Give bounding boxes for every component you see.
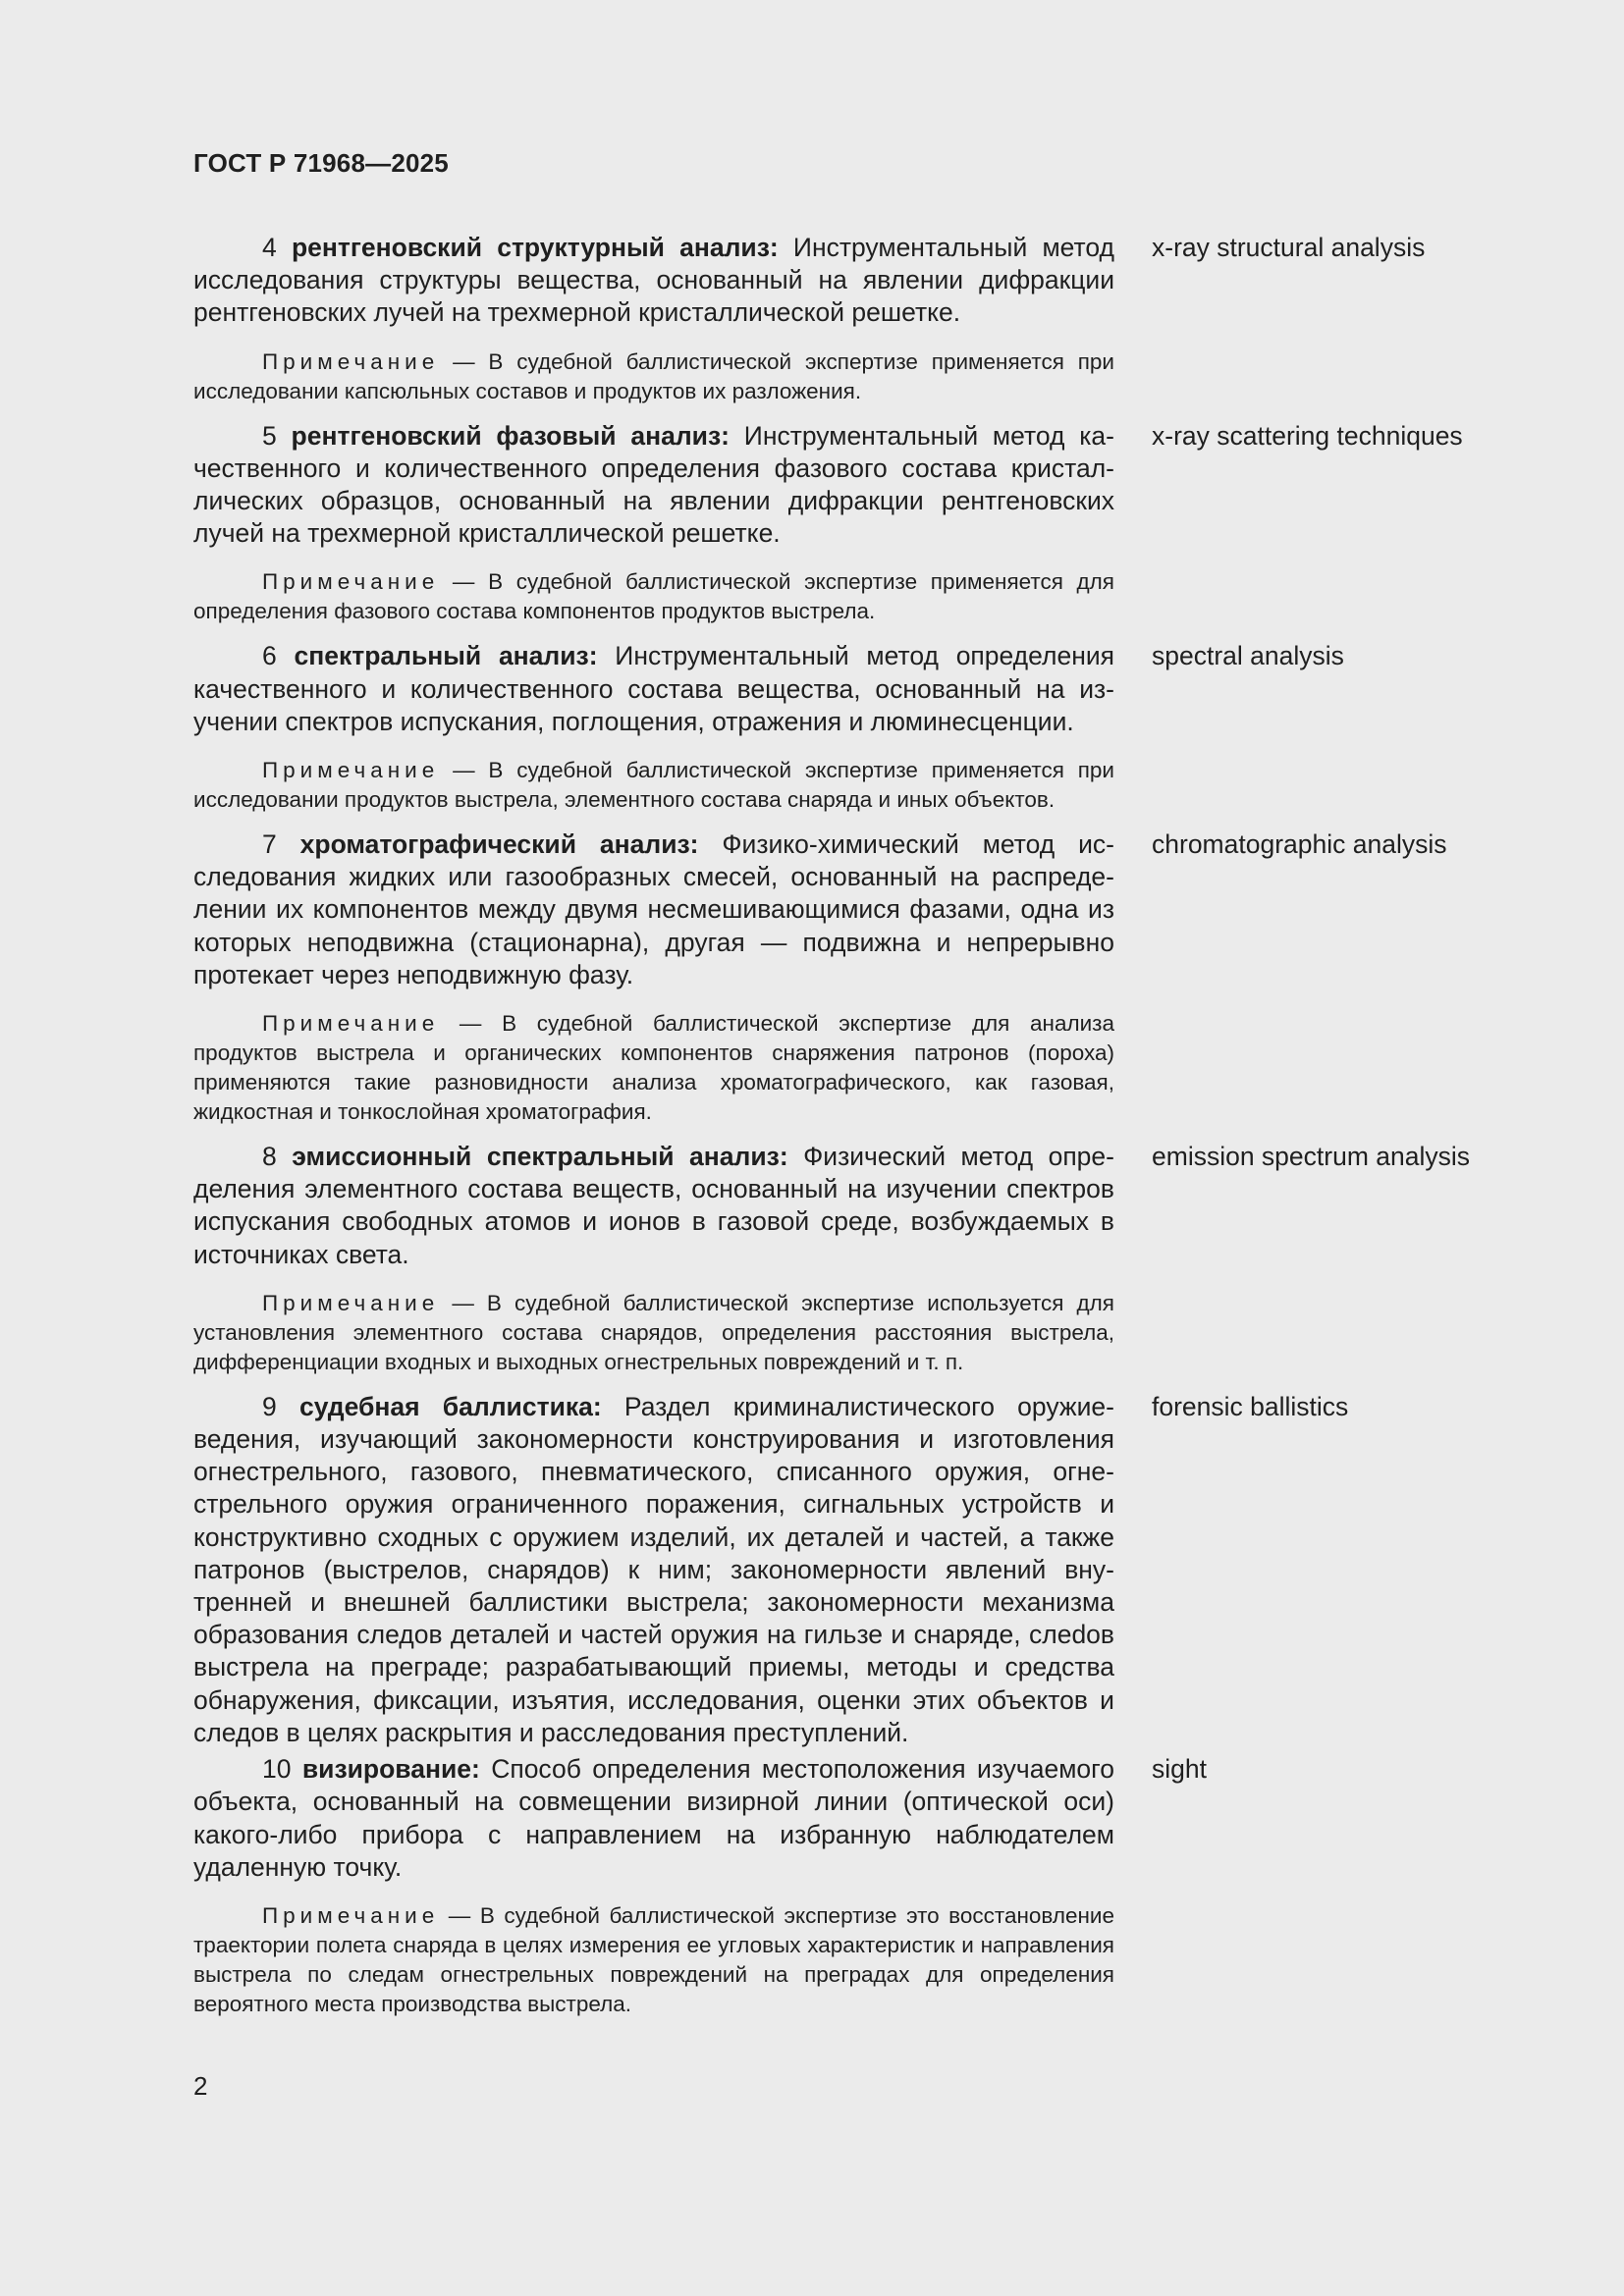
note-label: Примечание (262, 1011, 440, 1037)
term-english-equivalent: forensic ballistics (1152, 1391, 1349, 1421)
term-number: 8 (262, 1142, 277, 1172)
term-name: визирование: (301, 1754, 480, 1785)
document-header: ГОСТ Р 71968—2025 (193, 148, 449, 178)
term-entry (193, 232, 1509, 406)
term-definition-paragraph (193, 1753, 1114, 1884)
term-english-equivalent: x-ray scattering techniques (1152, 420, 1463, 451)
term-english-equivalent: chromatographic analysis (1152, 829, 1447, 860)
terms-list (193, 232, 1509, 2019)
note-label: Примечание (262, 348, 440, 374)
term-english-equivalent: sight (1152, 1754, 1207, 1785)
term-number: 4 (262, 233, 277, 262)
note-text: — В судебной баллистической экспертизе применяется для определения фазового состава компонентов продуктов выстрела. (193, 569, 1114, 624)
note-label: Примечание (262, 1290, 440, 1315)
term-name: хроматографический анализ: (299, 829, 699, 860)
term-entry (193, 640, 1509, 815)
term-entry (193, 420, 1509, 627)
note-label: Примечание (262, 758, 440, 783)
term-definition: Инструментальный метод определения качественного и количественного состава вещества, основанный на изучении спектров испускания, поглощения, отражения и люминесценции. (193, 641, 1114, 736)
page-number: 2 (193, 2071, 208, 2101)
term-entry (193, 1391, 1509, 1749)
note-label: Примечание (262, 569, 440, 595)
term-definition-paragraph (193, 232, 1114, 330)
term-definition-paragraph (193, 1391, 1114, 1749)
note-text: — В судебной баллистической экспертизе для анализа продуктов выстрела и органических компонентов снаряжения патронов (пороха) применяются такие разновидности анализа хроматографического, как газовая, жидкостная и тонкослойная хроматография. (193, 1011, 1114, 1125)
term-english-equivalent: spectral analysis (1152, 641, 1344, 671)
term-definition: Инструментальный метод качественного и количественного определения фазового состава кристаллических образцов, основанный на явлении дифракции рентгеновских лучей на трехмерной кристаллической решетке. (193, 420, 1114, 549)
term-number: 9 (262, 1391, 277, 1421)
term-definition-paragraph (193, 1141, 1114, 1271)
term-name: спектральный анализ: (294, 641, 598, 671)
term-definition: Инструментальный метод исследования структуры вещества, основанный на явлении дифракции рентгеновских лучей на трехмерной кристаллической решетке. (193, 233, 1114, 328)
term-note (193, 1009, 1114, 1127)
note-text: — В судебной баллистической экспертизе это восстановление траектории полета снаряда в целях измерения ее угловых характеристик и направления выстрела по следам огнестрельных повреждений на преградах для определения вероятного места производства выстрела. (193, 1902, 1114, 2016)
term-definition-paragraph (193, 420, 1114, 551)
term-name: рентгеновский структурный анализ: (291, 233, 779, 262)
term-name: эмиссионный спектральный анализ: (292, 1142, 788, 1172)
note-text: — В судебной баллистической экспертизе используется для установления элементного состава снарядов, определения расстояния выстрела, дифференциации входных и выходных огнестрельных повреждений и т. п. (193, 1290, 1114, 1374)
term-definition-paragraph (193, 640, 1114, 738)
term-english-equivalent: emission spectrum analysis (1152, 1142, 1471, 1172)
term-definition: Физико-химический метод исследования жидких или газообразных смесей, основанный на распределении их компонентов между двумя несмешивающимися фазами, одна из которых неподвижна (стационарна), другая — подвижна и непрерывно протекает через неподвижную фазу. (193, 829, 1114, 989)
term-definition: Способ определения местоположения изучаемого объекта, основанный на совмещении визирной линии (оптической оси) какого-либо прибора с направлением на избранную наблюдателем удаленную точку. (193, 1754, 1114, 1882)
term-number: 6 (262, 641, 277, 671)
term-entry (193, 828, 1509, 1127)
term-number: 7 (262, 829, 277, 860)
note-text: — В судебной баллистической экспертизе применяется при исследовании капсюльных составов и продуктов их разложения. (193, 348, 1114, 403)
term-definition-paragraph (193, 828, 1114, 991)
term-name: рентгеновский фазовый анализ: (291, 420, 730, 451)
term-definition: Физический метод определения элементного состава веществ, основанный на изучении спектров испускания свободных атомов и ионов в газовой среде, возбуждаемых в источниках света. (193, 1142, 1114, 1269)
term-entry (193, 1753, 1509, 2019)
term-note (193, 1901, 1114, 2019)
term-english-equivalent: x-ray structural analysis (1152, 233, 1426, 262)
term-note (193, 347, 1114, 406)
term-note (193, 756, 1114, 815)
term-number: 5 (262, 420, 277, 451)
term-note (193, 567, 1114, 626)
term-note (193, 1289, 1114, 1377)
term-name: судебная баллистика: (298, 1391, 602, 1421)
term-entry (193, 1141, 1509, 1377)
term-definition: Раздел криминалистического оружиеведения, изучающий закономерности конструирования и изготовления огнестрельного, газового, пневматического, списанного оружия, огнестрельного оружия ограниченного поражения, сигнальных устройств и конструктивно сходных с оружием изделий, их деталей и частей, а также патронов (выстрелов, снарядов) к ним; закономерности явлений внутренней и внешней баллистики выстрела; закономерности механизма образования следов деталей и частей оружия на гильзе и снаряде, слеdов выстрела на преграде; разрабатывающий приемы, методы и средства обнаружения, фиксации, изъятия, исследования, оценки этих объектов и следов в целях раскрытия и расследования преступлений. (193, 1391, 1114, 1747)
note-text: — В судебной баллистической экспертизе применяется при исследовании продуктов выстрела, элементного состава снаряда и иных объектов. (193, 758, 1114, 813)
term-number: 10 (262, 1754, 292, 1785)
note-label: Примечание (262, 1902, 440, 1928)
